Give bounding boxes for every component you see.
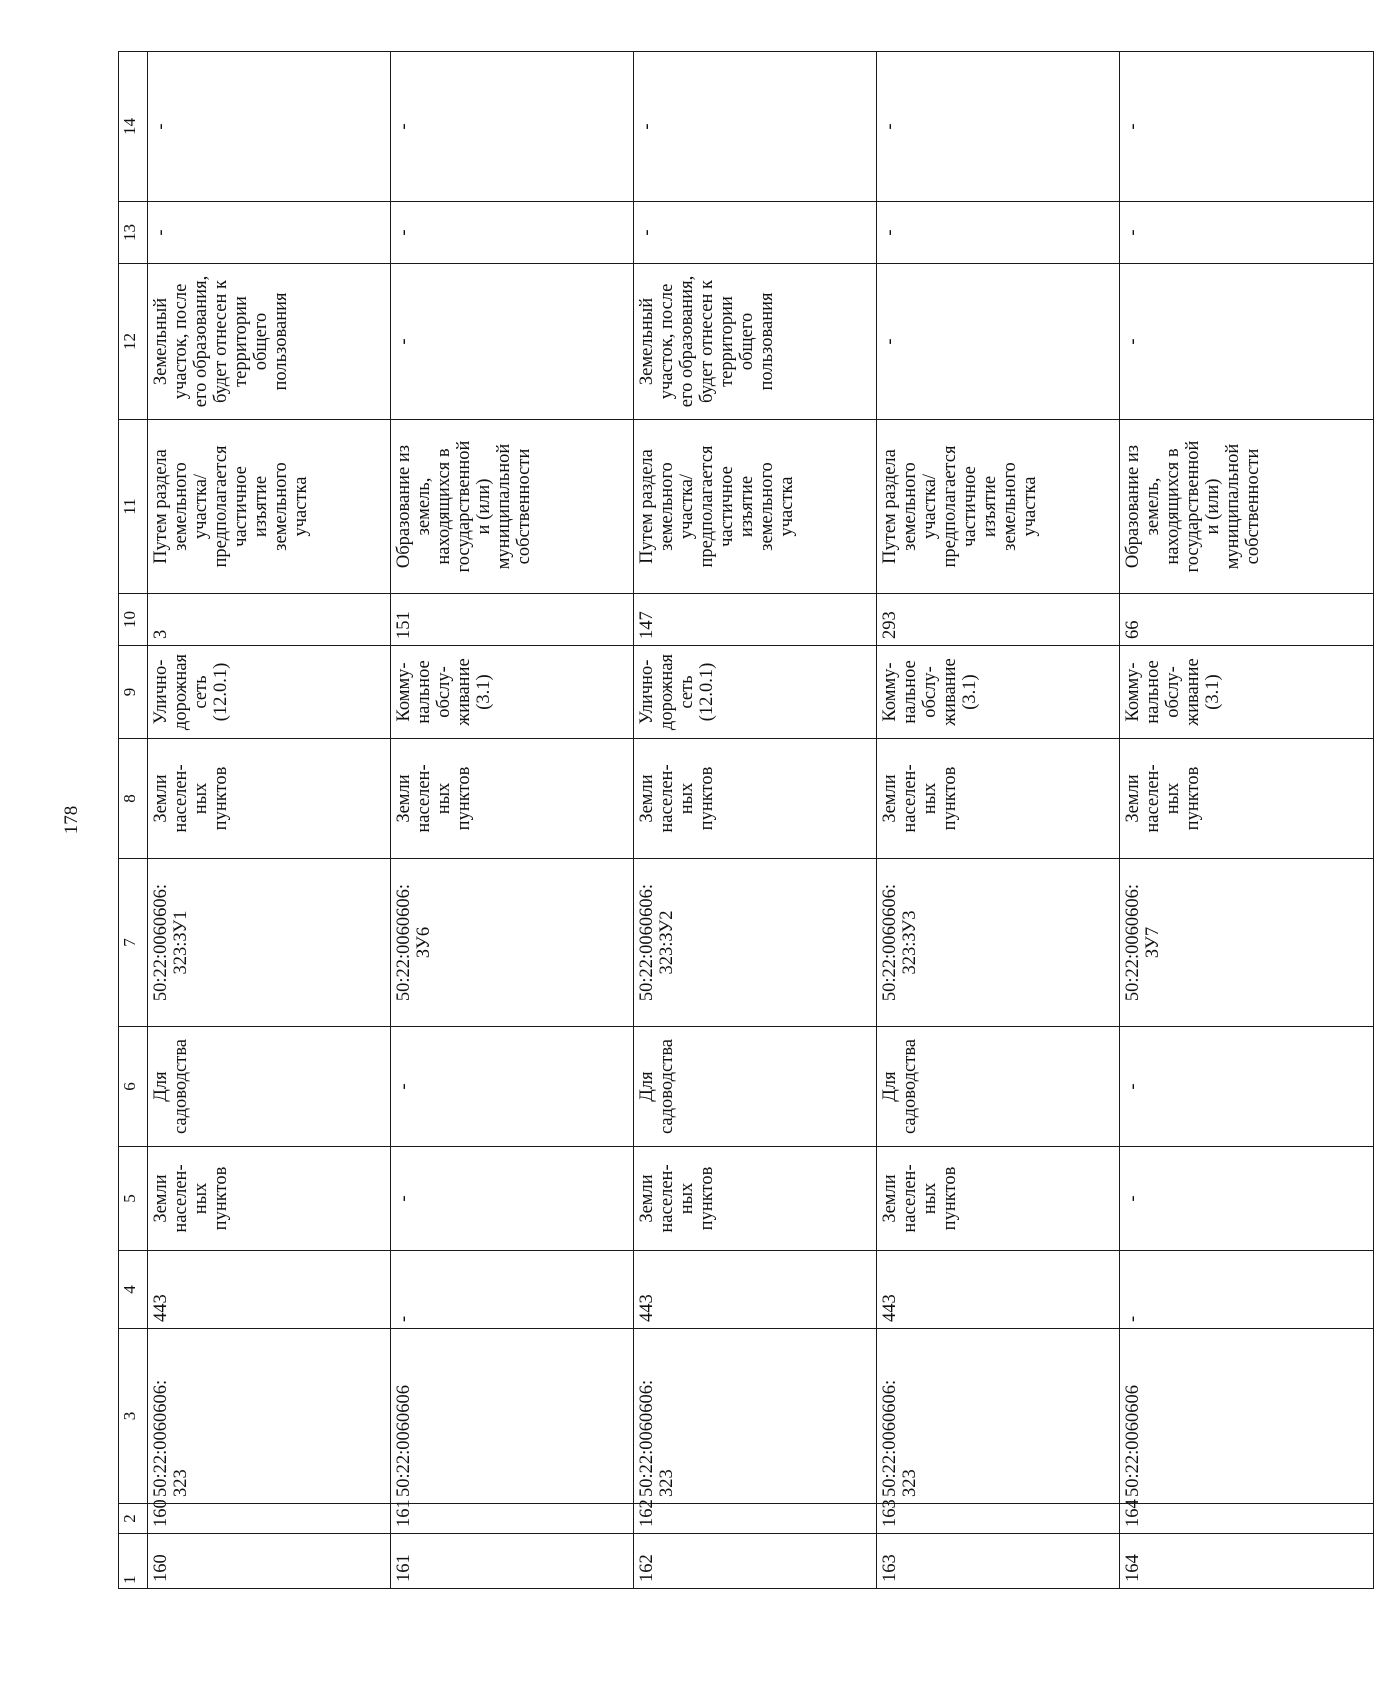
table-cell-col-3: 50:22:0060606: 323 <box>148 1329 391 1504</box>
table-cell-col-7: 50:22:0060606: 323:ЗУ3 <box>877 859 1120 1027</box>
table-cell-col-12: - <box>877 264 1120 420</box>
table-cell-col-5: Земли населен- ных пунктов <box>877 1147 1120 1251</box>
column-header: 13 <box>119 202 148 264</box>
column-header: 7 <box>119 859 148 1027</box>
table-cell-col-7: 50:22:0060606: ЗУ6 <box>391 859 634 1027</box>
table-cell-col-9: Комму- нальное обслу- живание (3.1) <box>1120 646 1374 739</box>
column-number-header-row <box>119 52 148 1589</box>
table-cell-col-11: Путем раздела земельного участка/ предполагается частичное изъятие земельного участка <box>877 420 1120 594</box>
column-header: 4 <box>119 1251 148 1329</box>
table-row <box>634 52 877 1589</box>
table-cell-col-1: 164 <box>1120 1534 1374 1589</box>
column-header: 5 <box>119 1147 148 1251</box>
table-cell-col-5: Земли населен- ных пунктов <box>148 1147 391 1251</box>
table-cell-col-14: - <box>634 52 877 202</box>
table-cell-col-6: Для садоводства <box>148 1027 391 1147</box>
table-cell-col-14: - <box>1120 52 1374 202</box>
column-header: 1 <box>119 1534 148 1589</box>
table-cell-col-2: 160 <box>148 1504 391 1534</box>
table-cell-col-6: Для садоводства <box>877 1027 1120 1147</box>
table-cell-col-6: Для садоводства <box>634 1027 877 1147</box>
table-row <box>877 52 1120 1589</box>
table-cell-col-7: 50:22:0060606: 323:ЗУ1 <box>148 859 391 1027</box>
table-cell-col-8: Земли населен- ных пунктов <box>391 739 634 859</box>
table-cell-col-6: - <box>1120 1027 1374 1147</box>
table-row <box>148 52 391 1589</box>
table-cell-col-1: 161 <box>391 1534 634 1589</box>
column-header: 3 <box>119 1329 148 1504</box>
table-row <box>391 52 634 1589</box>
table-cell-col-6: - <box>391 1027 634 1147</box>
table-cell-col-3: 50:22:0060606 <box>1120 1329 1374 1504</box>
table-cell-col-14: - <box>391 52 634 202</box>
table-cell-col-5: - <box>1120 1147 1374 1251</box>
table-cell-col-13: - <box>1120 202 1374 264</box>
table-cell-col-1: 160 <box>148 1534 391 1589</box>
column-header: 2 <box>119 1504 148 1534</box>
column-header: 9 <box>119 646 148 739</box>
table-cell-col-7: 50:22:0060606: ЗУ7 <box>1120 859 1374 1027</box>
column-header: 11 <box>119 420 148 594</box>
table-cell-col-1: 162 <box>634 1534 877 1589</box>
column-header: 12 <box>119 264 148 420</box>
rotated-table-wrapper <box>118 52 1368 1589</box>
table-cell-col-13: - <box>877 202 1120 264</box>
table-cell-col-12: - <box>1120 264 1374 420</box>
table-cell-col-4: 443 <box>634 1251 877 1329</box>
table-cell-col-2: 163 <box>877 1504 1120 1534</box>
table-cell-col-4: - <box>391 1251 634 1329</box>
column-header: 10 <box>119 594 148 646</box>
column-header: 14 <box>119 52 148 202</box>
table-cell-col-8: Земли населен- ных пунктов <box>148 739 391 859</box>
column-header: 6 <box>119 1027 148 1147</box>
page-number: 178 <box>61 805 82 835</box>
table-cell-col-7: 50:22:0060606: 323:ЗУ2 <box>634 859 877 1027</box>
table-cell-col-12: - <box>391 264 634 420</box>
table-body <box>119 52 1374 1589</box>
table-cell-col-14: - <box>877 52 1120 202</box>
table-cell-col-13: - <box>391 202 634 264</box>
table-cell-col-11: Путем раздела земельного участка/ предполагается частичное изъятие земельного участка <box>634 420 877 594</box>
table-cell-col-12: Земельный участок, после его образования, будет отнесен к территории общего пользования <box>148 264 391 420</box>
table-cell-col-14: - <box>148 52 391 202</box>
table-cell-col-4: - <box>1120 1251 1374 1329</box>
table-cell-col-2: 164 <box>1120 1504 1374 1534</box>
table-cell-col-9: Комму- нальное обслу- живание (3.1) <box>877 646 1120 739</box>
table-cell-col-3: 50:22:0060606 <box>391 1329 634 1504</box>
table-cell-col-10: 293 <box>877 594 1120 646</box>
table-cell-col-11: Образование из земель, находящихся в государственной и (или) муниципальной собственности <box>391 420 634 594</box>
land-plots-table <box>118 51 1374 1589</box>
table-cell-col-8: Земли населен- ных пунктов <box>1120 739 1374 859</box>
table-cell-col-10: 66 <box>1120 594 1374 646</box>
table-cell-col-8: Земли населен- ных пунктов <box>634 739 877 859</box>
table-cell-col-8: Земли населен- ных пунктов <box>877 739 1120 859</box>
table-cell-col-10: 147 <box>634 594 877 646</box>
table-cell-col-4: 443 <box>148 1251 391 1329</box>
table-cell-col-3: 50:22:0060606: 323 <box>877 1329 1120 1504</box>
table-cell-col-11: Образование из земель, находящихся в государственной и (или) муниципальной собственности <box>1120 420 1374 594</box>
table-cell-col-5: Земли населен- ных пунктов <box>634 1147 877 1251</box>
table-row <box>1120 52 1374 1589</box>
table-cell-col-13: - <box>148 202 391 264</box>
table-cell-col-2: 161 <box>391 1504 634 1534</box>
table-cell-col-12: Земельный участок, после его образования, будет отнесен к территории общего пользования <box>634 264 877 420</box>
table-cell-col-2: 162 <box>634 1504 877 1534</box>
table-cell-col-9: Улично- дорожная сеть (12.0.1) <box>148 646 391 739</box>
table-cell-col-10: 151 <box>391 594 634 646</box>
table-cell-col-5: - <box>391 1147 634 1251</box>
table-cell-col-3: 50:22:0060606: 323 <box>634 1329 877 1504</box>
table-cell-col-9: Комму- нальное обслу- живание (3.1) <box>391 646 634 739</box>
table-cell-col-1: 163 <box>877 1534 1120 1589</box>
table-cell-col-13: - <box>634 202 877 264</box>
table-cell-col-11: Путем раздела земельного участка/ предполагается частичное изъятие земельного участка <box>148 420 391 594</box>
column-header: 8 <box>119 739 148 859</box>
table-cell-col-4: 443 <box>877 1251 1120 1329</box>
table-cell-col-9: Улично- дорожная сеть (12.0.1) <box>634 646 877 739</box>
table-cell-col-10: 3 <box>148 594 391 646</box>
